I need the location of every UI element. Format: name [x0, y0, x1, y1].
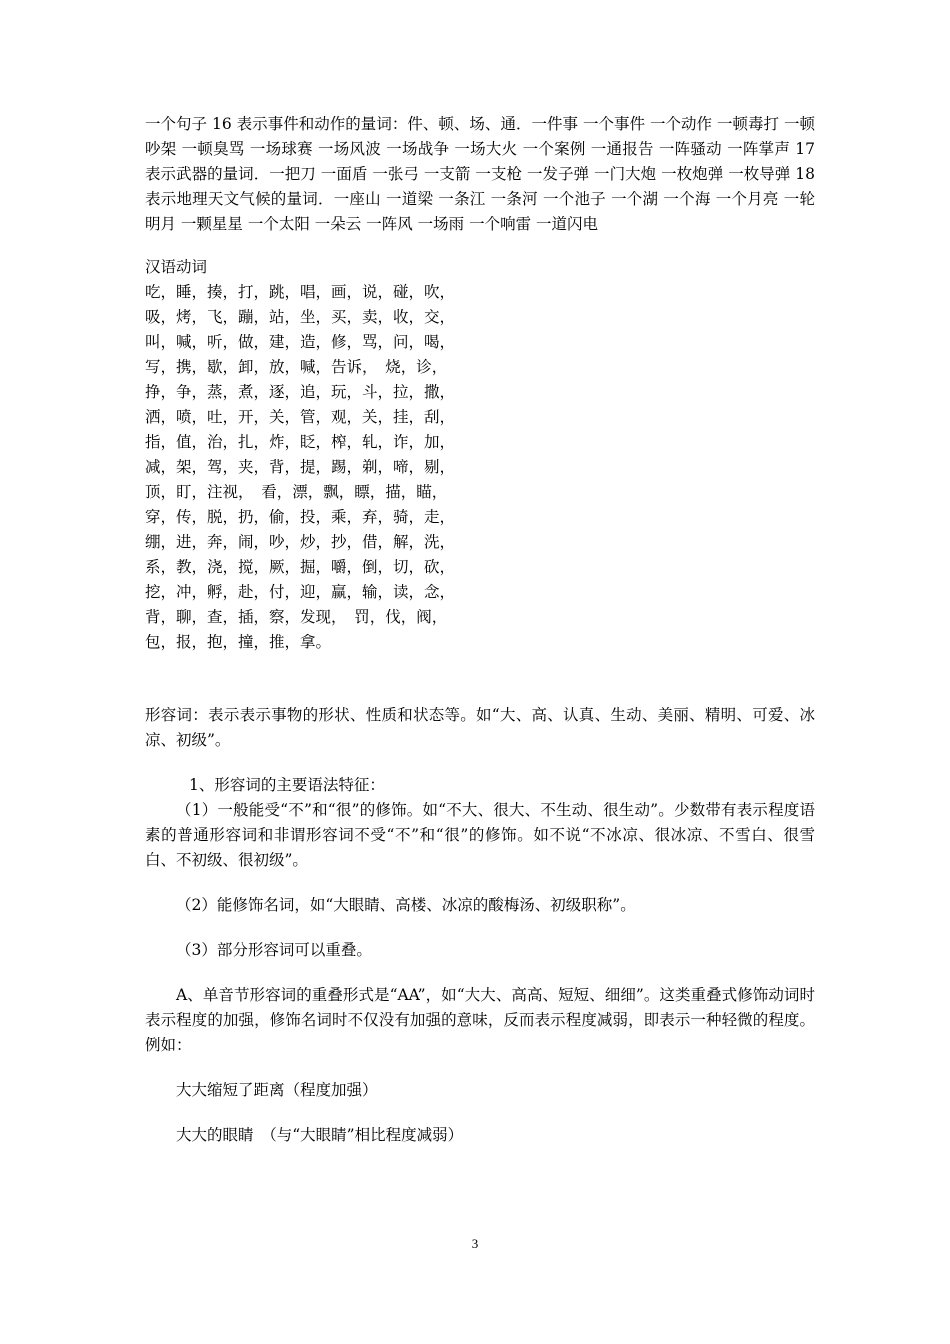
verb-list [145, 280, 815, 655]
adjective-intro: 形容词：表示表示事物的形状、性质和状态等。如“大、高、认真、生动、美丽、精明、可爱、冰凉、初级”。 [145, 706, 815, 749]
verb-line: 洒，喷，吐，开，关，管，观，关，挂，刮， [145, 408, 456, 426]
quantifier-paragraph: 一个句子 16 表示事件和动作的量词：件、顿、场、通．一件事 一个事件 一个动作 一顿毒打 一顿吵架 一顿臭骂 一场球赛 一场风波 一场战争 一场大火 一个案例 一通报告 一阵骚动 一阵掌声 17 表示武器的量词．一把刀 一面盾 一张弓 一支箭 一支枪 一发子弹 一门大炮 一枚炮弹 一枚导弹 18 表示地理天文气候的量词．一座山 一道梁 一条江 一条河 一个池子 一个湖 一个海 一个月亮 一轮明月 一颗星星 一个太阳 一朵云 一阵风 一场雨 一个响雷 一道闪电 [145, 115, 815, 233]
verb-line: 绷，进，奔，闹，吵，炒，抄，借，解，洗， [145, 533, 456, 551]
feature-2: （2）能修饰名词，如“大眼睛、高楼、冰凉的酸梅汤、初级职称”。 [176, 896, 636, 914]
verbs-heading: 汉语动词 [145, 258, 208, 276]
verb-line: 指，值，治，扎，炸，眨，榨，轧，诈，加， [145, 433, 456, 451]
verb-line: 减，架，驾，夹，背，提，踢，剃，啼，剔， [145, 458, 456, 476]
verb-line: 吸，烤，飞，蹦，站，坐，买，卖，收，交， [145, 308, 456, 326]
verb-line: 顶，盯，注视， 看，漂，飘，瞟，描，瞄， [145, 483, 448, 501]
paragraph-a: A、单音节形容词的重叠形式是“AA”，如“大大、高高、短短、细细”。这类重叠式修饰动词时表示程度的加强，修饰名词时不仅没有加强的意味，反而表示程度减弱，即表示一种轻微的程度。例如： [145, 986, 815, 1054]
verb-line: 写，携，歇，卸，放，喊，告诉， 烧，诊， [145, 358, 448, 376]
page-number: 3 [471, 1236, 479, 1251]
example-1: 大大缩短了距离（程度加强） [176, 1081, 378, 1099]
verb-line: 系，教，浇，搅，厥，掘，嚼，倒，切，砍， [145, 558, 456, 576]
verb-line: 背，聊，查，插，察，发现， 罚，伐，阀， [145, 608, 448, 626]
verb-line: 挣，争，蒸，煮，逐，追，玩，斗，拉，撒， [145, 383, 456, 401]
example-2: 大大的眼睛 （与“大眼睛”相比程度减弱） [176, 1126, 464, 1144]
feature-title: 1、形容词的主要语法特征： [189, 776, 385, 794]
feature-1: （1）一般能受“不”和“很”的修饰。如“不大、很大、不生动、很生动”。少数带有表示程度语素的普通形容词和非谓形容词不受“不”和“很”的修饰。如不说“不冰凉、很冰凉、不雪白、很雪白、不初级、很初级”。 [145, 801, 815, 869]
document-page [145, 112, 815, 1148]
verb-line: 叫，喊，听，做，建，造，修，骂，问，喝， [145, 333, 456, 351]
verb-line: 挖，冲，孵，赴，付，迎，赢，输，读，念， [145, 583, 456, 601]
verb-line: 吃，睡，揍，打，跳，唱，画，说，碰，吹， [145, 283, 456, 301]
verb-line: 包，报，抱，撞，推，拿。 [145, 633, 332, 651]
feature-3: （3）部分形容词可以重叠。 [176, 941, 372, 959]
verb-line: 穿，传，脱，扔，偷，投，乘，弃，骑，走， [145, 508, 456, 526]
